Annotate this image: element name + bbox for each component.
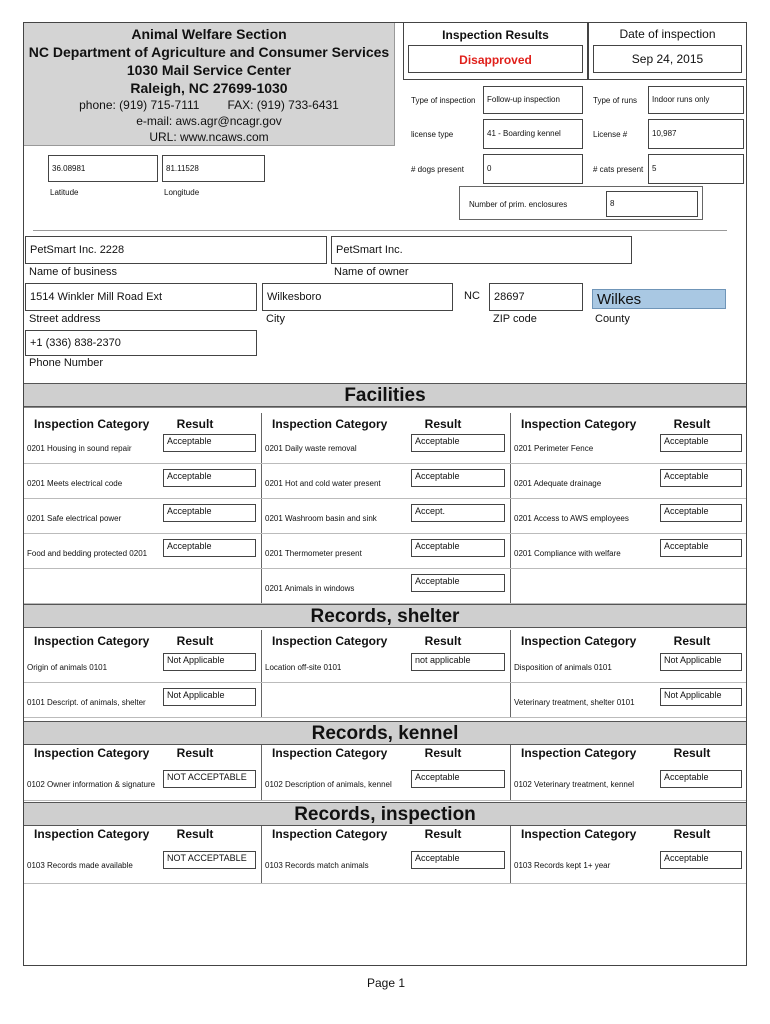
records_shelter-result-field[interactable]: Not Applicable	[163, 688, 256, 706]
type-of-inspection-label: Type of inspection	[411, 96, 476, 105]
facilities-category-label: 0201 Daily waste removal	[265, 444, 357, 453]
facilities-category-label: 0201 Meets electrical code	[27, 479, 123, 488]
records_shelter-result-field[interactable]: Not Applicable	[660, 688, 742, 706]
street-address-field[interactable]: 1514 Winkler Mill Road Ext	[25, 283, 257, 311]
enclosures-box	[459, 186, 703, 220]
type-of-runs-field[interactable]: Indoor runs only	[648, 86, 744, 114]
agency-fax: FAX: (919) 733-6431	[227, 98, 339, 112]
column-header-category: Inspection Category	[521, 634, 637, 648]
records_shelter-category-label: Disposition of animals 0101	[514, 663, 612, 672]
department-name: NC Department of Agriculture and Consumer Services	[28, 44, 390, 60]
mail-center: 1030 Mail Service Center	[126, 62, 292, 78]
agency-url: URL: www.ncaws.com	[149, 130, 269, 144]
records_kennel-category-label: 0102 Veterinary treatment, kennel	[514, 780, 635, 789]
records_inspection-category-label: 0103 Records match animals	[265, 861, 369, 870]
phone-number-field[interactable]: +1 (336) 838-2370	[25, 330, 257, 356]
dogs-present-label: # dogs present	[411, 165, 464, 174]
column-header-result: Result	[176, 827, 214, 841]
records_shelter-category-label: 0101 Descript. of animals, shelter	[27, 698, 146, 707]
column-divider	[261, 630, 262, 717]
agency-phone: phone: (919) 715-7111	[79, 98, 200, 112]
column-header-category: Inspection Category	[34, 634, 150, 648]
county-label: County	[595, 313, 630, 325]
facilities-category-label: 0201 Animals in windows	[265, 584, 355, 593]
column-header-category: Inspection Category	[272, 827, 388, 841]
license-number-label: License #	[593, 130, 628, 139]
records_shelter-category-label: Veterinary treatment, shelter 0101	[514, 698, 635, 707]
cats-present-field[interactable]: 5	[648, 154, 744, 184]
records_shelter-category-label: Origin of animals 0101	[27, 663, 108, 672]
facilities-result-field[interactable]: Acceptable	[660, 539, 742, 557]
column-header-result: Result	[424, 417, 462, 431]
records_inspection-result-field[interactable]: Acceptable	[660, 851, 742, 869]
license-number-field[interactable]: 10,987	[648, 119, 744, 149]
column-header-result: Result	[176, 417, 214, 431]
inspection-results-box	[403, 22, 588, 80]
owner-name-field[interactable]: PetSmart Inc.	[331, 236, 632, 264]
column-header-result: Result	[176, 746, 214, 760]
county-field[interactable]: Wilkes	[592, 289, 726, 309]
longitude-label: Longitude	[164, 188, 200, 197]
cats-present-label: # cats present	[593, 165, 644, 174]
records_inspection-result-field[interactable]: Acceptable	[411, 851, 505, 869]
type-of-inspection-field[interactable]: Follow-up inspection	[483, 86, 583, 114]
enclosures-label: Number of prim. enclosures	[469, 200, 568, 209]
records_kennel-category-label: 0102 Owner information & signature	[27, 780, 156, 789]
street-address-label: Street address	[29, 313, 101, 325]
records-shelter-title: Records, shelter	[23, 604, 747, 628]
row-rule	[23, 883, 747, 884]
facilities-category-label: 0201 Thermometer present	[265, 549, 362, 558]
column-header-category: Inspection Category	[34, 417, 150, 431]
city-field[interactable]: Wilkesboro	[262, 283, 453, 311]
facilities-result-field[interactable]: Acceptable	[411, 469, 505, 487]
column-header-result: Result	[673, 417, 711, 431]
column-header-result: Result	[673, 746, 711, 760]
column-divider	[510, 742, 511, 800]
records_shelter-result-field[interactable]: Not Applicable	[163, 653, 256, 671]
date-label: Date of inspection	[619, 27, 716, 41]
records_inspection-result-field[interactable]: NOT ACCEPTABLE	[163, 851, 256, 869]
facilities-category-label: 0201 Safe electrical power	[27, 514, 122, 523]
page-number: Page 1	[367, 976, 406, 990]
facilities-result-field[interactable]: Acceptable	[660, 504, 742, 522]
records_kennel-result-field[interactable]: Acceptable	[411, 770, 505, 788]
column-header-result: Result	[673, 827, 711, 841]
inspection-result-value: Disapproved	[408, 45, 583, 73]
facilities-result-field[interactable]: Acceptable	[163, 539, 256, 557]
dogs-present-field[interactable]: 0	[483, 154, 583, 184]
type-of-runs-label: Type of runs	[593, 96, 638, 105]
column-divider	[510, 823, 511, 883]
records_inspection-category-label: 0103 Records kept 1+ year	[514, 861, 611, 870]
column-header-category: Inspection Category	[521, 417, 637, 431]
column-divider	[510, 630, 511, 717]
facilities-result-field[interactable]: Acceptable	[660, 434, 742, 452]
facilities-category-label: Food and bedding protected 0201	[27, 549, 148, 558]
agency-email: e-mail: aws.agr@ncagr.gov	[136, 114, 282, 128]
column-header-result: Result	[673, 634, 711, 648]
column-divider	[261, 742, 262, 800]
column-header-category: Inspection Category	[272, 634, 388, 648]
phone-number-label: Phone Number	[29, 357, 103, 369]
facilities-result-field[interactable]: Accept.	[411, 504, 505, 522]
phone-fax-line	[24, 97, 394, 113]
facilities-result-field[interactable]: Acceptable	[411, 434, 505, 452]
facilities-result-field[interactable]: Acceptable	[163, 469, 256, 487]
facilities-result-field[interactable]: Acceptable	[660, 469, 742, 487]
facilities-result-field[interactable]: Acceptable	[411, 574, 505, 592]
column-header-category: Inspection Category	[272, 746, 388, 760]
facilities-result-field[interactable]: Acceptable	[163, 434, 256, 452]
facilities-category-label: 0201 Washroom basin and sink	[265, 514, 377, 523]
facilities-category-label: 0201 Access to AWS employees	[514, 514, 629, 523]
zip-field[interactable]: 28697	[489, 283, 583, 311]
divider	[33, 230, 727, 231]
state-field: NC	[464, 290, 480, 302]
column-header-result: Result	[424, 827, 462, 841]
column-header-result: Result	[424, 634, 462, 648]
column-divider	[510, 413, 511, 603]
license-type-label: license type	[411, 130, 454, 139]
records-inspection-title: Records, inspection	[23, 802, 747, 826]
date-box	[588, 22, 747, 80]
records_shelter-result-field[interactable]: not applicable	[411, 653, 505, 671]
facilities-category-label: 0201 Housing in sound repair	[27, 444, 132, 453]
city-label: City	[266, 313, 285, 325]
row-rule	[23, 717, 747, 718]
column-header-category: Inspection Category	[272, 417, 388, 431]
column-header-category: Inspection Category	[521, 827, 637, 841]
row-rule	[23, 568, 747, 569]
facilities-category-label: 0201 Hot and cold water present	[265, 479, 381, 488]
facilities-category-label: 0201 Compliance with welfare	[514, 549, 621, 558]
zip-label: ZIP code	[493, 313, 537, 325]
facilities-title: Facilities	[23, 383, 747, 407]
business-name-field[interactable]: PetSmart Inc. 2228	[25, 236, 327, 264]
column-divider	[261, 823, 262, 883]
row-rule	[23, 463, 747, 464]
records-kennel-title: Records, kennel	[23, 721, 747, 745]
records_kennel-result-field[interactable]: Acceptable	[660, 770, 742, 788]
agency-city: Raleigh, NC 27699-1030	[130, 80, 288, 96]
column-header-category: Inspection Category	[34, 746, 150, 760]
enclosures-field[interactable]: 8	[606, 191, 698, 217]
facilities-result-field[interactable]: Acceptable	[411, 539, 505, 557]
records_kennel-result-field[interactable]: NOT ACCEPTABLE	[163, 770, 256, 788]
license-type-field[interactable]: 41 - Boarding kennel	[483, 119, 583, 149]
records_shelter-result-field[interactable]: Not Applicable	[660, 653, 742, 671]
inspection-date: Sep 24, 2015	[593, 45, 742, 73]
facilities-category-label: 0201 Adequate drainage	[514, 479, 602, 488]
row-rule	[23, 498, 747, 499]
inspection-results-label: Inspection Results	[442, 28, 549, 42]
column-header-result: Result	[176, 634, 214, 648]
records_shelter-category-label: Location off-site 0101	[265, 663, 342, 672]
business-name-label: Name of business	[29, 266, 118, 278]
longitude-field[interactable]: 81.11528	[162, 155, 265, 182]
row-rule	[23, 800, 747, 801]
column-divider	[261, 413, 262, 603]
records_kennel-category-label: 0102 Description of animals, kennel	[265, 780, 392, 789]
records_inspection-category-label: 0103 Records made available	[27, 861, 133, 870]
row-rule	[23, 533, 747, 534]
owner-name-label: Name of owner	[334, 266, 409, 278]
section-name: Animal Welfare Section	[131, 26, 287, 42]
latitude-field[interactable]: 36.08981	[48, 155, 158, 182]
column-header-category: Inspection Category	[34, 827, 150, 841]
column-header-result: Result	[424, 746, 462, 760]
row-rule	[23, 682, 747, 683]
column-header-category: Inspection Category	[521, 746, 637, 760]
latitude-label: Latitude	[50, 188, 79, 197]
facilities-category-label: 0201 Perimeter Fence	[514, 444, 594, 453]
facilities-result-field[interactable]: Acceptable	[163, 504, 256, 522]
facilities-header-rule	[23, 407, 747, 408]
agency-header	[23, 22, 395, 146]
